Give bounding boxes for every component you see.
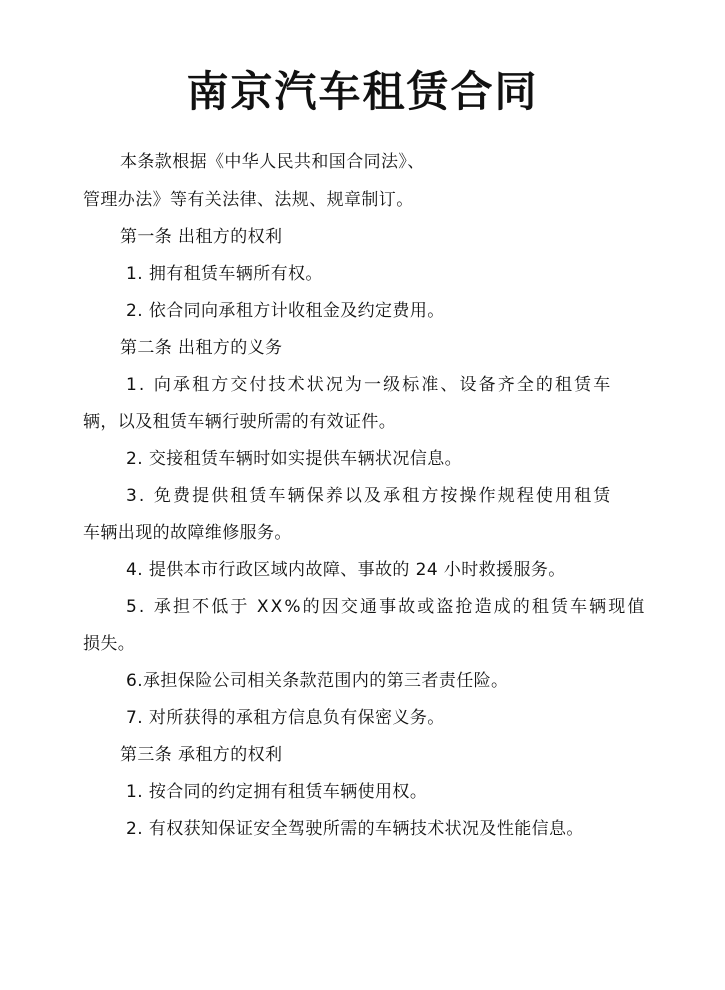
article-1-heading: 第一条 出租方的权利 [120,227,283,247]
article-2-heading: 第二条 出租方的义务 [120,338,283,358]
preamble-line-1: 本条款根据《中华人民共和国合同法》、 [120,152,425,172]
article-2-item-5-cont: 损失。 [83,634,136,654]
preamble-line-2: 管理办法》等有关法律、法规、规章制订。 [83,190,414,210]
article-1-item-2: 2. 依合同向承租方计收租金及约定费用。 [126,301,445,321]
article-2-item-1-cont: 辆，以及租赁车辆行驶所需的有效证件。 [83,412,397,432]
article-2-item-7: 7. 对所获得的承租方信息负有保密义务。 [126,708,445,728]
article-2-item-1: 1. 向承租方交付技术状况为一级标准、设备齐全的租赁车 [126,375,613,395]
article-2-item-2: 2. 交接租赁车辆时如实提供车辆状况信息。 [126,449,463,469]
article-2-item-3-cont: 车辆出现的故障维修服务。 [83,523,292,543]
article-1-item-1: 1. 拥有租赁车辆所有权。 [126,264,323,284]
article-2-item-5: 5. 承担不低于 XX%的因交通事故或盗抢造成的租赁车辆现值 [126,597,647,617]
document-title: 南京汽车租赁合同 [186,67,539,116]
article-2-item-4: 4. 提供本市行政区域内故障、事故的 24 小时救援服务。 [126,560,566,580]
article-3-item-1: 1. 按合同的约定拥有租赁车辆使用权。 [126,782,428,802]
article-3-item-2: 2. 有权获知保证安全驾驶所需的车辆技术状况及性能信息。 [126,819,584,839]
article-2-item-3: 3. 免费提供租赁车辆保养以及承租方按操作规程使用租赁 [126,486,613,506]
article-3-heading: 第三条 承租方的权利 [120,745,283,765]
article-2-item-6: 6.承担保险公司相关条款范围内的第三者责任险。 [126,671,509,691]
